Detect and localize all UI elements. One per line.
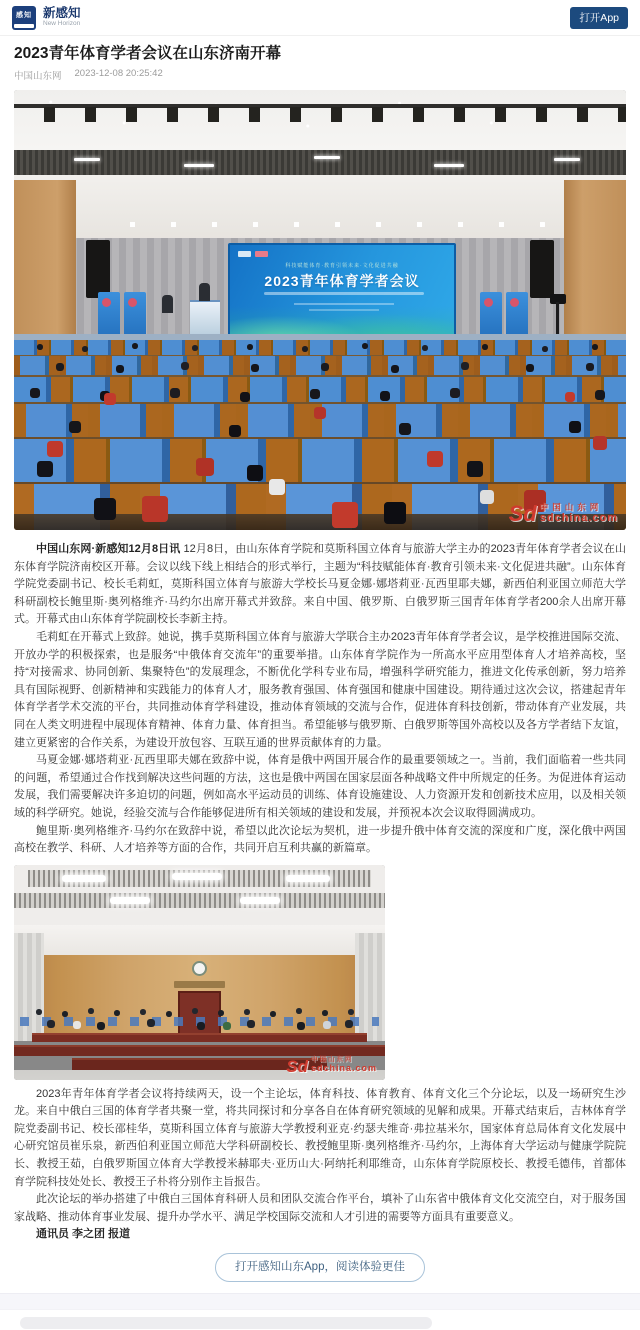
article-body — [0, 44, 640, 1282]
sdchina-watermark — [286, 1054, 377, 1074]
article-paragraph-6: 此次论坛的举办搭建了中俄白三国体育科研人员和团队交流合作平台，填补了山东省中俄体育文化交流空白，对于服务国家战略、推动体育事业发展、提升办学水平、满足学校国际交流和人才引进的需要等方面具有重要意义。 — [14, 1193, 626, 1223]
conference-desk — [32, 1033, 367, 1042]
seat-row — [14, 439, 626, 482]
open-app-pill-wrap — [14, 1253, 626, 1282]
grille-light — [314, 156, 340, 159]
article-paragraph-1: 中国山东网·新感知12月8日讯 12月8日，由山东体育学院和莫斯科国立体育与旅游大学主办的2023青年体育学者会议在山东体育学院济南校区开幕。会议以线下线上相结合的形式举行，主题为“科技赋能体育·教育引领未来·文化促进共融”。山东体育学院党委副书记、校长毛莉虹，莫斯科国立体育与旅游大学校长马夏金娜·娜塔莉亚·瓦西里耶夫娜，新西伯利亚国立师范大学科研副校长鲍里斯·奥列格维齐·马约尔出席开幕式并致辞。来自中国、俄罗斯、白俄罗斯三国青年体育学者200余人出席开幕式。开幕式由山东体育学院副校长李新主持。 — [14, 543, 627, 626]
rollup-banner — [124, 292, 146, 340]
rollup-banner — [506, 292, 528, 340]
red-jackets — [14, 340, 16, 342]
wood-wall-left — [14, 180, 76, 340]
partner-logo-icon — [255, 251, 268, 257]
watermark-name: 中国山东网 — [539, 502, 603, 512]
grille-light — [554, 158, 580, 161]
section-divider — [0, 1293, 640, 1310]
grille-light — [74, 158, 100, 161]
screen-tagline: 科技赋能体育·教育引领未来·文化促进共融 — [285, 263, 399, 269]
article-paragraph-2: 毛莉虹在开幕式上致辞。她说，携手莫斯科国立体育与旅游大学联合主办2023青年体育学者会议，是学校推进国际交流、开放办学的积极探索，也是服务“中俄体育交流年”的重要举措。山东体育学院作为一所高水平应用型体育人才培养高校，坚持“对接需求、协同创新、集聚特色”的发展理念，不断优化学科专业布局，增强科学研究能力，推进文化传承创新，努力培养具有国际视野、创新精神和实践能力的体育人才，服务教育强国、体育强国和健康中国建设。期待通过这次会议，搭建起青年体育学者学术交流的平台，共同推动体育学科建设，推动体育领域的交流与合作，促进体育科技创新，带动体育产业发展，共同在人类文明进程中展现体育精神、体育力量、体育担当。希望能够与俄罗斯、白俄罗斯等国外高校以及各方学者结下友谊，建立更紧密的合作关系，为建设开放包容、互联互通的世界贡献体育的力量。 — [14, 630, 626, 749]
ceiling-grille — [14, 150, 626, 175]
article-photo-conference-hall[interactable] — [14, 90, 626, 530]
brand-subtitle: New Horizon — [43, 20, 81, 27]
brand-text — [43, 7, 81, 28]
speaker-figure — [199, 283, 210, 301]
article-paragraph-4: 鲍里斯·奥列格维齐·马约尔在致辞中说，希望以此次论坛为契机，进一步提升俄中体育交流的深度和广度，深化俄中两国高校在教学、科研、人才培养等方面的合作，共同开启互利共赢的新篇章。 — [14, 824, 626, 855]
school-emblem — [192, 961, 207, 976]
screen-subtitle-bar — [264, 292, 424, 295]
ceiling-cove — [14, 925, 385, 955]
article-photo-group[interactable] — [14, 865, 385, 1080]
seat-row — [14, 340, 626, 355]
led-screen — [228, 243, 456, 340]
camera-operator — [162, 295, 173, 313]
watermark-logo: Sd — [286, 1056, 308, 1076]
wood-wall-right — [564, 180, 626, 340]
watermark-name: 中国山东网 — [310, 1055, 354, 1063]
ceiling-soffit — [14, 175, 626, 240]
attendee-heads — [14, 1005, 16, 1007]
speaker-box-right — [530, 240, 554, 298]
downlights-row — [94, 222, 546, 227]
university-logo-icon — [238, 251, 251, 257]
blue-chairs-row — [20, 1017, 379, 1026]
ceiling-light — [110, 897, 150, 904]
article-paragraph-5: 2023年青年体育学者会议将持续两天，设一个主论坛，体育科技、体育教育、体育文化三个分论坛，以及一场研究生沙龙。来自中俄白三国的体育学者共聚一堂，将共同探讨和分享各自在体育研究领域的见解和成果。开幕式结束后，吉林体育学院党委副书记、校长邵桂华，莫斯科国立体育与旅游大学教授利亚克·约瑟夫维奇·弗拉基米尔，国家体育总局体育文化发展中心研究馆员崔乐泉，新西伯利亚国立师范大学科研副校长、教授鲍里斯·奥列格维齐·马约尔，上海体育大学运动与健康学院院长、教授王茹，白俄罗斯国立体育大学教授米赫耶夫·亚历山大·阿纳托利耶维奇，山东体育学院原校长、教授毛德伟，首都体育学院科技处处长、教授王子朴将分别作主旨报告。 — [14, 1087, 626, 1188]
rollup-banner — [480, 292, 502, 340]
article-paragraph-3: 马夏金娜·娜塔莉亚·瓦西里耶夫娜在致辞中说，体育是俄中两国开展合作的最重要领域之一。当前，我们面临着一些共同的问题，希望通过合作找到解决这些问题的方法，这也是俄中两国在国家层面各种战略文件中所规定的任务。为促进体育运动发展，我们需要解决许多迫切的问题，例如高水平运动员的训练、体育设施建设、人力资源开发和创新技术应用，以及相关领域的科学研究。她说，经验交流与合作能够促进所有相关领域的建设和发展，并预祝本次会议取得圆满成功。 — [14, 754, 626, 819]
spotlights-row — [14, 107, 626, 122]
speaker-box-left — [86, 240, 110, 298]
open-app-button[interactable]: 打开App — [570, 7, 628, 29]
screen-title: 2023青年体育学者会议 — [264, 273, 420, 289]
article-timestamp: 2023-12-08 20:25:42 — [74, 68, 163, 79]
back-door — [178, 991, 221, 1037]
article-title: 2023青年体育学者会议在山东济南开幕 — [14, 45, 281, 62]
logo-strip — [14, 24, 34, 28]
app-header — [0, 0, 640, 36]
ceiling-light — [172, 873, 222, 880]
grille-light — [184, 164, 214, 167]
reporter-byline: 通讯员 李之团 报道 — [36, 1228, 131, 1241]
ceiling-grille — [14, 893, 385, 908]
watermark-site: sdchina.com — [310, 1062, 377, 1073]
watermark-logo: Sd — [508, 501, 537, 526]
podium — [190, 300, 220, 336]
ceiling-light — [286, 875, 330, 882]
article-meta — [14, 68, 626, 82]
sdchina-watermark — [509, 501, 618, 524]
rollup-banner — [98, 292, 120, 340]
open-app-pill-button[interactable]: 打开感知山东App，阅读体验更佳 — [215, 1253, 425, 1282]
ceiling-light — [240, 897, 280, 904]
brand-title: 新感知 — [43, 6, 81, 20]
seat-row — [14, 356, 626, 375]
next-card-peek — [20, 1317, 432, 1329]
screen-text-bar — [294, 303, 394, 305]
seat-row — [14, 377, 626, 402]
brand-block — [12, 6, 81, 30]
ceiling-light — [62, 875, 106, 882]
xin-ganzhi-logo-icon[interactable] — [12, 6, 36, 30]
paragraph-lead: 中国山东网·新感知12月8日讯 — [36, 543, 181, 555]
grille-light — [434, 164, 464, 167]
wall-plaque — [174, 981, 225, 988]
screen-logos — [238, 251, 268, 257]
article-source: 中国山东网 — [14, 71, 62, 82]
seat-row — [14, 404, 626, 437]
watermark-site: sdchina.com — [539, 512, 618, 524]
logo-text: 感知 — [16, 11, 32, 19]
